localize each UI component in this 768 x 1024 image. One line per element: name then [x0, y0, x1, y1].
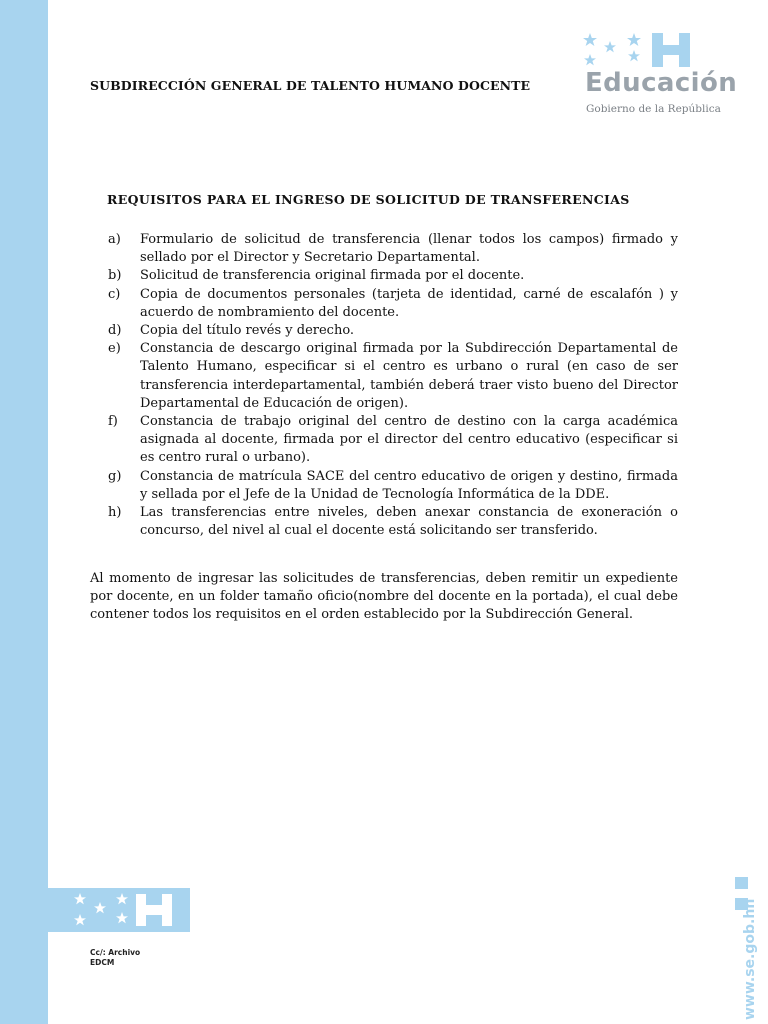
logo-wordmark: Educación: [585, 68, 738, 98]
department-heading: SUBDIRECCIÓN GENERAL DE TALENTO HUMANO DOCENTE: [90, 78, 531, 93]
left-decorative-band: [0, 0, 48, 1024]
education-logo: [580, 30, 765, 125]
list-item-text: Las transferencias entre niveles, deben anexar constancia de exoneración o concurso, del nivel al cual el docente está solicitando ser transferido.: [140, 505, 678, 539]
cc-initials: EDCM: [90, 958, 115, 967]
list-item-text: Constancia de trabajo original del centro de destino con la carga académica asignada al docente, firmada por el director del centro educativo (especificar si es centro rural o urbano).: [140, 414, 678, 466]
list-marker: a): [108, 232, 121, 247]
list-item: [108, 286, 678, 322]
list-marker: b): [108, 268, 122, 284]
cc-block: [90, 948, 140, 968]
list-item-text: Formulario de solicitud de transferencia (llenar todos los campos) firmado y sellado por el Director y Secretario Departamental.: [140, 232, 678, 266]
list-marker: c): [108, 286, 121, 302]
logo-subtitle: Gobierno de la República: [586, 103, 721, 115]
list-marker: h): [108, 505, 122, 521]
decorative-square-icon: [735, 877, 748, 889]
list-item: [108, 267, 678, 285]
list-marker: f): [108, 414, 118, 430]
closing-paragraph: Al momento de ingresar las solicitudes de transferencias, deben remitir un expediente por docente, en un folder tamaño oficio(nombre del docente en la portada), el cual debe contener todos los requisitos en el orden establecido por la Subdirección General.: [90, 571, 678, 623]
list-item: [108, 468, 678, 504]
list-item-text: Copia de documentos personales (tarjeta de identidad, carné de escalafón ) y acuerdo de nombramiento del docente.: [140, 286, 678, 320]
cc-line: Cc/: Archivo: [90, 948, 141, 957]
list-item-text: Constancia de matrícula SACE del centro educativo de origen y destino, firmada y sellada por el Jefe de la Unidad de Tecnología Informática de la DDE.: [140, 468, 678, 502]
list-item-text: Copia del título revés y derecho.: [140, 323, 355, 339]
requirements-list: [108, 231, 678, 540]
footer-stars-h-icon: [66, 890, 186, 930]
list-item: [108, 504, 678, 540]
list-marker: e): [108, 341, 121, 357]
list-marker: g): [108, 468, 122, 484]
website-url: www.se.gob.hn: [742, 898, 758, 1020]
list-item: [108, 322, 678, 340]
list-item: [108, 340, 678, 413]
list-item: [108, 413, 678, 468]
document-title: REQUISITOS PARA EL INGRESO DE SOLICITUD DE TRANSFERENCIAS: [107, 192, 630, 207]
list-item-text: Solicitud de transferencia original firmada por el docente.: [140, 268, 525, 284]
list-item-text: Constancia de descargo original firmada por la Subdirección Departamental de Talento Humano, especificar si el centro es urbano o rural (en caso de ser transferencia interdepartamental, también deberá traer visto bueno del Director Departamental de Educación de origen).: [140, 341, 678, 411]
honduras-stars-h-logo-icon: [580, 30, 700, 70]
list-marker: d): [108, 323, 122, 339]
list-item: [108, 231, 678, 267]
